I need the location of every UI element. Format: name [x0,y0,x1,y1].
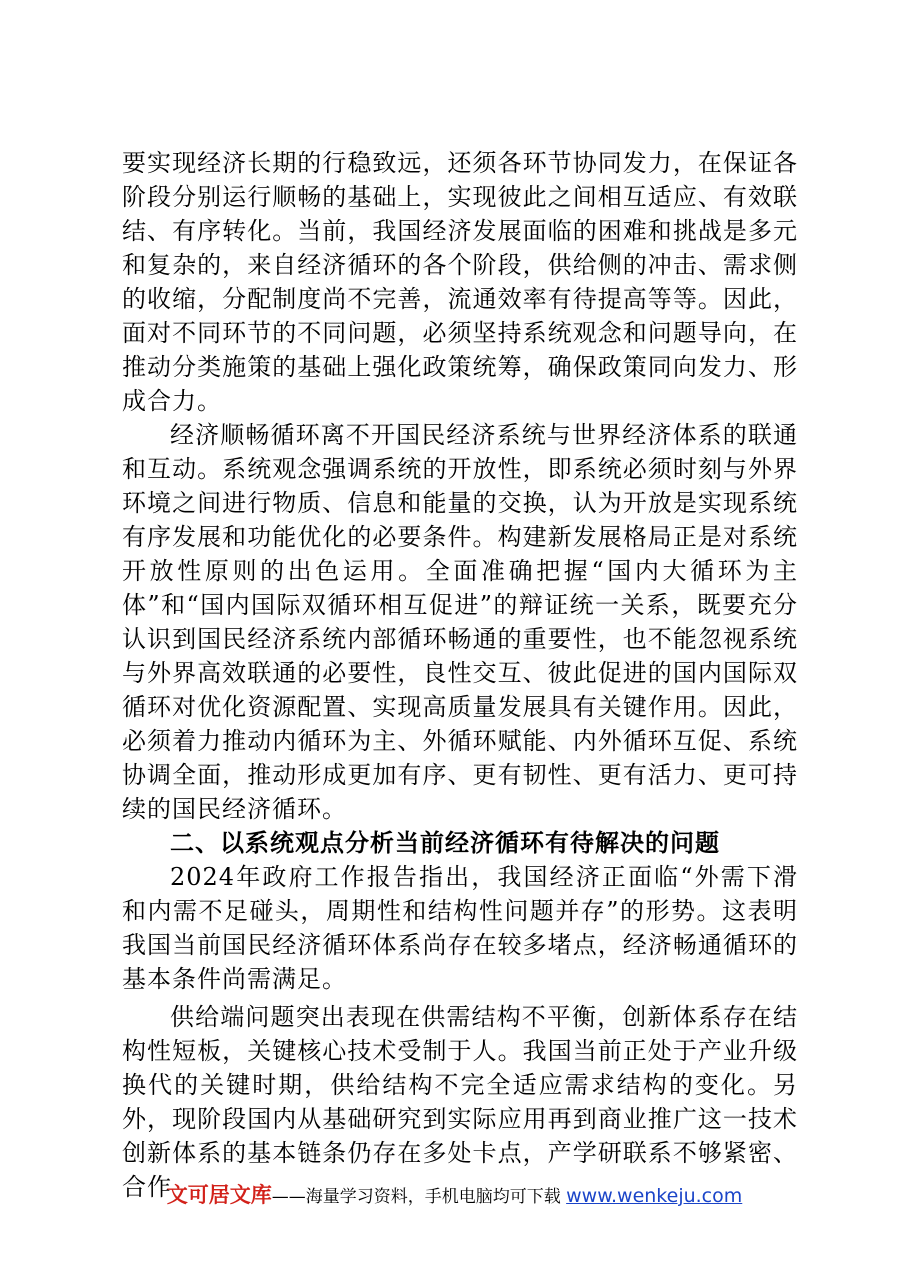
footer-url-link[interactable]: www.wenkeju.com [566,1185,743,1207]
document-body [122,146,798,1204]
footer-brand: 文可居文库 [166,1183,272,1207]
paragraph-4: 供给端问题突出表现在供需结构不平衡，创新体系存在结构性短板，关键核心技术受制于人。我国当前正处于产业升级换代的关键时期，供给结构不完全适应需求结构的变化。另外，现阶段国内从基础研究到实际应用再到商业推广这一技术创新体系的基本链条仍存在多处卡点，产学研联系不够紧密、合作 [122,1003,798,1201]
paragraph-2: 经济顺畅循环离不开国民经济系统与世界经济体系的联通和互动。系统观念强调系统的开放性，即系统必须时刻与外界环境之间进行物质、信息和能量的交换，认为开放是实现系统有序发展和功能优化的必要条件。构建新发展格局正是对系统开放性原则的出色运用。全面准确把握“国内大循环为主体”和“国内国际双循环相互促进”的辩证统一关系，既要充分认识到国民经济系统内部循环畅通的重要性，也不能忽视系统与外界高效联通的必要性，良性交互、彼此促进的国内国际双循环对优化资源配置、实现高质量发展具有关键作用。因此，必须着力推动内循环为主、外循环赋能、内外循环互促、系统协调全面，推动形成更加有序、更有韧性、更有活力、更可持续的国民经济循环。 [122,421,798,823]
paragraph-3: 2024年政府工作报告指出，我国经济正面临“外需下滑和内需不足碰头，周期性和结构性问题并存”的形势。这表明我国当前国民经济循环体系尚存在较多堵点，经济畅通循环的基本条件尚需满足。 [122,863,798,993]
paragraph-1: 要实现经济长期的行稳致远，还须各环节协同发力，在保证各阶段分别运行顺畅的基础上，实现彼此之间相互适应、有效联结、有序转化。当前，我国经济发展面临的困难和挑战是多元和复杂的，来自经济循环的各个阶段，供给侧的冲击、需求侧的收缩，分配制度尚不完善，流通效率有待提高等等。因此，面对不同环节的不同问题，必须坚持系统观念和问题导向，在推动分类施策的基础上强化政策统筹，确保政策同向发力、形成合力。 [122,149,798,415]
footer-slogan: ——海量学习资料，手机电脑均可下载 [271,1187,561,1207]
section-heading-2: 二、以系统观点分析当前经济循环有待解决的问题 [170,829,720,857]
footer-banner [0,1180,909,1212]
